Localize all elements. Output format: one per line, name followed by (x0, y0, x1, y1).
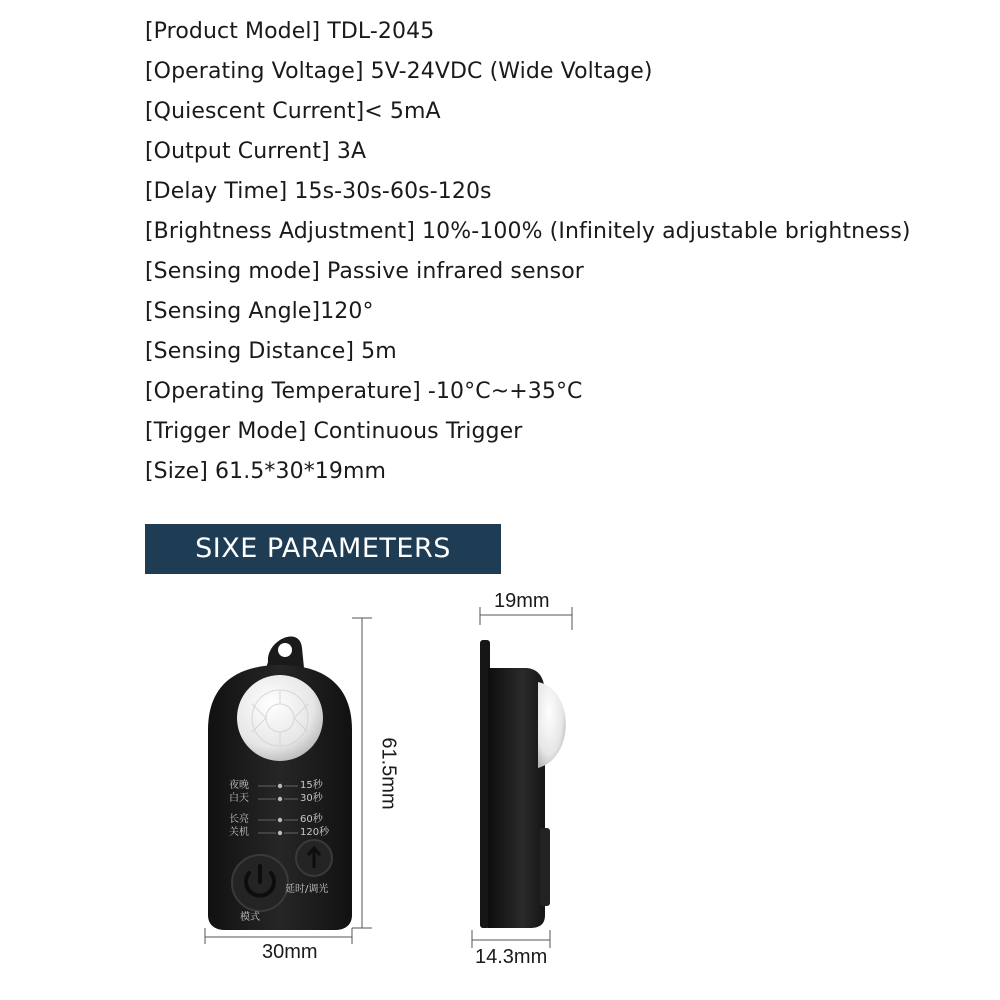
height-dimension-label: 61.5mm (377, 737, 400, 810)
base-depth-dimension-label: 14.3mm (475, 946, 548, 968)
spec-delay-time: [Delay Time] 15s-30s-60s-120s (145, 179, 492, 204)
device-labels-left (229, 779, 249, 839)
height-dimension-line (352, 618, 372, 928)
label-off: 关机 (229, 827, 249, 838)
spec-brightness: [Brightness Adjustment] 10%-100% (Infinitely adjustable brightness) (145, 219, 911, 244)
indicator-led (278, 784, 282, 788)
label-night: 夜晚 (229, 780, 249, 791)
mode-label: 模式 (240, 912, 260, 923)
indicator-led (278, 831, 282, 835)
spec-sensing-mode: [Sensing mode] Passive infrared sensor (145, 259, 584, 284)
indicator-led (278, 818, 282, 822)
spec-operating-voltage: [Operating Voltage] 5V-24VDC (Wide Voltage) (145, 59, 653, 84)
label-day: 白天 (229, 793, 249, 804)
width-dimension-label: 30mm (262, 941, 318, 963)
spec-sensing-angle: [Sensing Angle]120° (145, 299, 374, 324)
spec-sensing-distance: [Sensing Distance] 5m (145, 339, 397, 364)
depth-dimension-label: 19mm (494, 590, 550, 612)
label-30s: 30秒 (300, 793, 323, 804)
device-side-view (480, 640, 566, 928)
device-labels-right (300, 779, 329, 839)
spec-trigger-mode: [Trigger Mode] Continuous Trigger (145, 419, 523, 444)
spec-size: [Size] 61.5*30*19mm (145, 459, 387, 484)
label-always-on: 长亮 (229, 814, 249, 825)
hang-hole (278, 643, 292, 657)
spec-operating-temperature: [Operating Temperature] -10°C~+35°C (145, 379, 583, 404)
label-60s: 60秒 (300, 814, 323, 825)
label-120s: 120秒 (300, 827, 330, 838)
delay-label: 延时/调光 (285, 884, 329, 895)
side-buttons (540, 828, 550, 906)
side-sensor-dome (538, 682, 566, 768)
indicator-led (278, 797, 282, 801)
pir-sensor-dome (237, 675, 323, 761)
section-banner: SIXE PARAMETERS (145, 524, 501, 574)
side-body (488, 668, 545, 928)
spec-output-current: [Output Current] 3A (145, 139, 367, 164)
label-15s: 15秒 (300, 780, 323, 791)
spec-product-model: [Product Model] TDL-2045 (145, 19, 435, 44)
spec-quiescent-current: [Quiescent Current]< 5mA (145, 99, 441, 124)
